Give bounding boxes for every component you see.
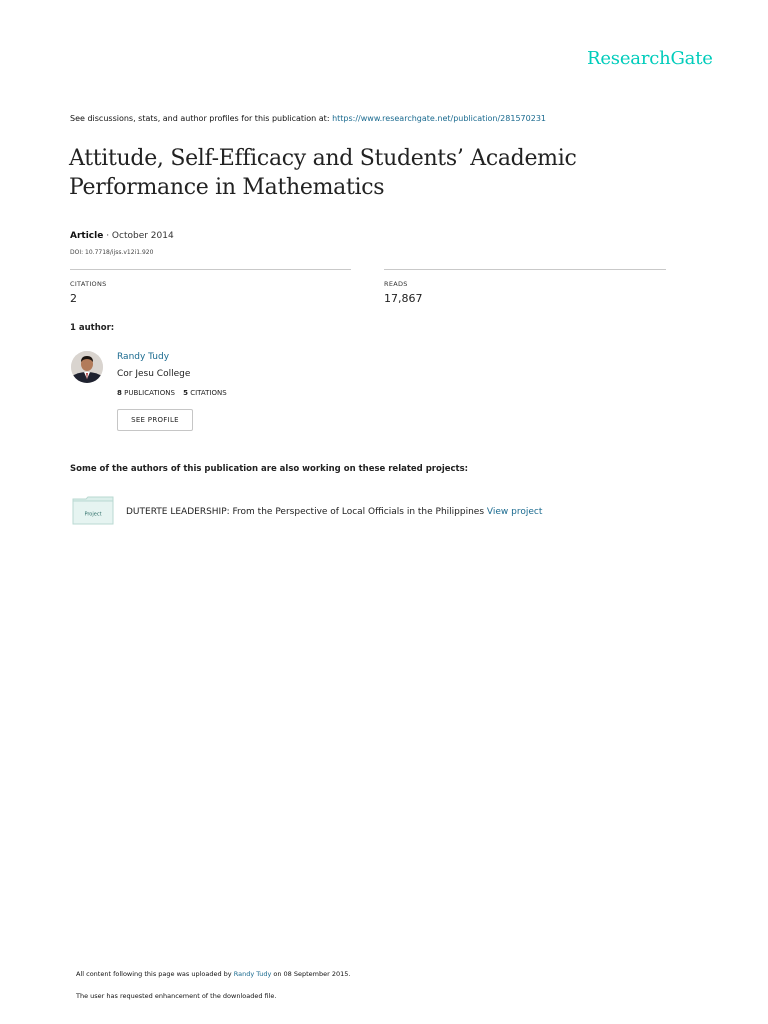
- citations-divider: [70, 269, 351, 270]
- reads-divider: [384, 269, 666, 270]
- upload-suffix: on 08 September 2015.: [271, 970, 351, 978]
- uploader-link[interactable]: Randy Tudy: [233, 970, 272, 978]
- author-citations-count: 5: [183, 389, 188, 397]
- citations-value: 2: [70, 292, 77, 305]
- author-citations-label: CITATIONS: [190, 389, 227, 397]
- view-project-link[interactable]: View project: [486, 507, 543, 517]
- author-institution: Cor Jesu College: [117, 369, 191, 379]
- upload-note: [76, 970, 350, 978]
- author-avatar[interactable]: [71, 351, 103, 383]
- citations-label: CITATIONS: [70, 280, 107, 288]
- reads-value: 17,867: [384, 292, 423, 305]
- publication-title: [69, 144, 689, 202]
- publication-url-link[interactable]: https://www.researchgate.net/publication/281570231: [332, 114, 546, 123]
- article-type: Article: [70, 231, 104, 241]
- article-date: October 2014: [111, 231, 174, 241]
- project-title: DUTERTE LEADERSHIP: From the Perspective of Local Officials in the Philippines: [126, 507, 485, 517]
- title-line-2: Performance in Mathematics: [69, 175, 385, 200]
- author-photo-icon: [71, 351, 103, 383]
- see-discussions-text: See discussions, stats, and author profiles for this publication at:: [70, 114, 333, 123]
- author-publications-count: 8: [117, 389, 122, 397]
- author-name-link[interactable]: Randy Tudy: [117, 352, 170, 362]
- doi-text: DOI: 10.7718/ijss.v12i1.920: [70, 249, 154, 256]
- author-publications-label: PUBLICATIONS: [124, 389, 175, 397]
- related-projects-heading: Some of the authors of this publication are also working on these related projects:: [70, 464, 469, 474]
- publication-source-line: [70, 114, 546, 123]
- project-folder-icon[interactable]: [72, 496, 114, 525]
- project-entry: [126, 507, 542, 517]
- researchgate-logo[interactable]: ResearchGate: [587, 48, 713, 69]
- reads-label: READS: [384, 280, 408, 288]
- title-line-1: Attitude, Self-Efficacy and Students’ Academic: [69, 146, 577, 171]
- enhancement-note: The user has requested enhancement of the downloaded file.: [76, 992, 277, 1000]
- see-profile-button[interactable]: SEE PROFILE: [117, 409, 193, 431]
- project-icon-label: Project: [84, 511, 102, 518]
- folder-icon: [72, 496, 114, 525]
- authors-count: 1 author:: [70, 323, 115, 333]
- article-meta: [70, 231, 174, 241]
- author-stats: [117, 389, 227, 397]
- upload-prefix: All content following this page was uploaded by: [76, 970, 234, 978]
- meta-separator: ·: [103, 231, 112, 241]
